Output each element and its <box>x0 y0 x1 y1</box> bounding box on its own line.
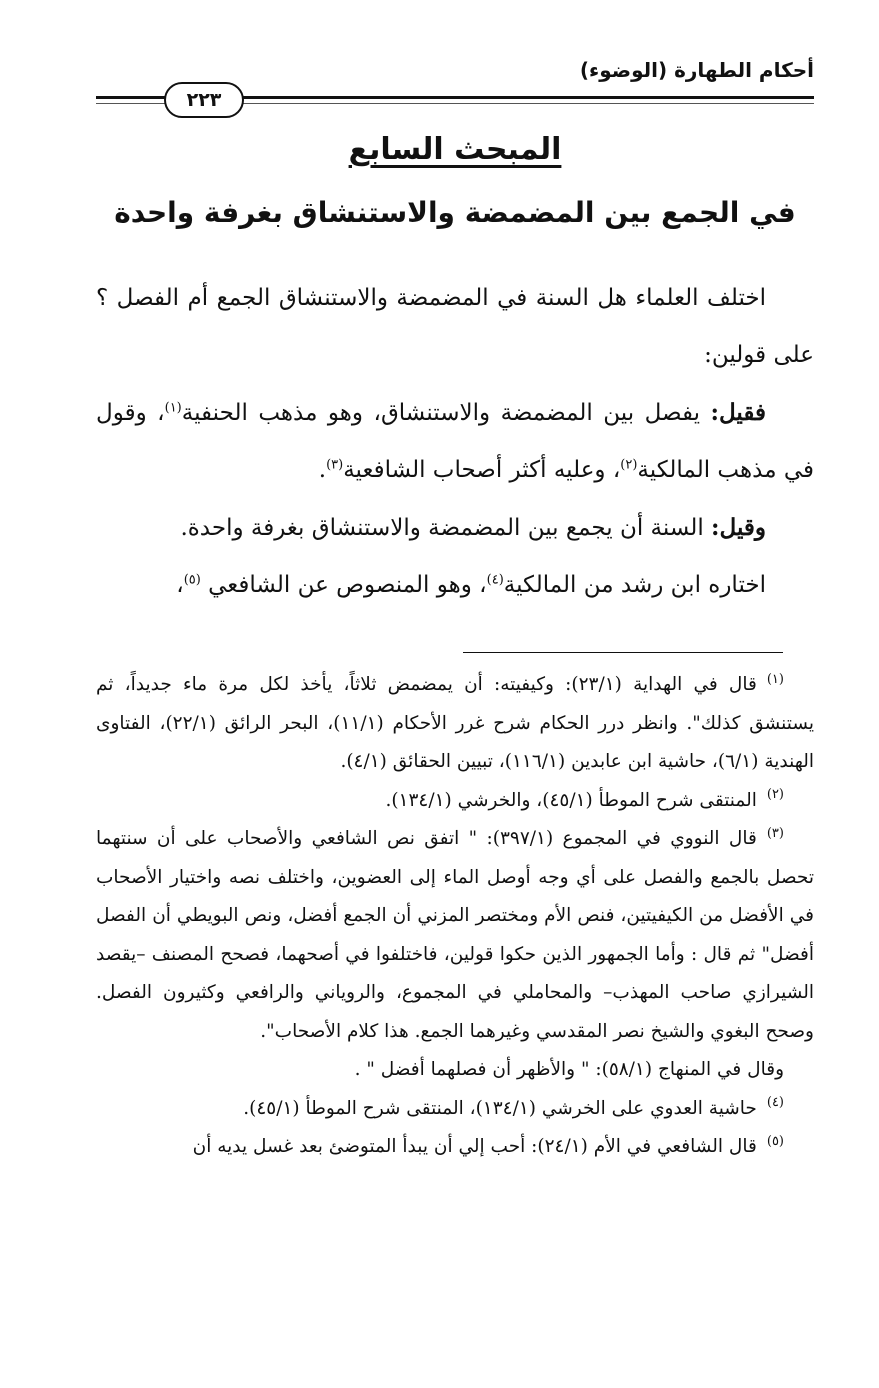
page-number: ٢٢٣ <box>164 82 244 118</box>
footnotes <box>96 666 814 1167</box>
footnote-1: $^{(١)}$قال في الهداية (٢٣/١): وكيفيته: أن يمضمض ثلاثاً، يأخذ لكل مرة ماء جديداً، ثم يستنشق كذلك". وانظر درر الحكام شرح غرر الأحكام (١١/١)، البحر الرائق (٢٢/١)، الفتاوى الهندية (٦/١)، حاشية ابن عابدين (١١٦/١)، تبيين الحقائق (٤/١). <box>96 671 814 772</box>
footnote-ref: (١) <box>164 400 182 416</box>
footnote-4: $^{(٤)}$حاشية العدوي على الخرشي (١٣٤/١)، المنتقى شرح الموطأ (٤٥/١). <box>243 1095 784 1119</box>
main-text <box>96 270 814 614</box>
section-title: المبحث السابع <box>348 132 562 167</box>
paragraph-chosen-by: اختاره ابن رشد من المالكية$^{(٤)}$، وهو المنصوص عن الشافعي $^{(٥)}$، <box>176 572 766 598</box>
intro-paragraph: اختلف العلماء هل السنة في المضمضة والاستنشاق الجمع أم الفصل ؟ على قولين: <box>96 285 814 368</box>
footnote-separator <box>463 652 783 653</box>
lead-word: وقيل: <box>711 514 766 541</box>
running-title: أحكام الطهارة (الوضوء) <box>579 58 814 82</box>
footnote-3: $^{(٣)}$قال النووي في المجموع (٣٩٧/١): " اتفق نص الشافعي والأصحاب على أن سنتهما تحصل بالجمع والفصل على أي وجه أوصل الماء إلى العضوين، واختلف نصه واختيار الأصحاب في الأفضل من الكيفيتين، فنص الأم ومختصر المزني أن الجمع أفضل، ونص البويطي أن الفصل أفضل" ثم قال : وأما الجمهور الذين حكوا قولين، فاختلفوا في أصحهما، فصحح المصنف –يقصد الشيرازي صاحب المهذب– والمحاملي في المجموع، والروياني والرافعي وكثيرون الفصل. وصحح البغوي والشيخ نصر المقدسي وغيرهما الجمع. هذا كلام الأصحاب". <box>96 825 814 1042</box>
paragraph-second-opinion: وقيل: السنة أن يجمع بين المضمضة والاستنشاق بغرفة واحدة. <box>180 514 766 541</box>
lead-word: فقيل: <box>710 399 766 426</box>
page-header <box>96 52 814 112</box>
footnote-ref: (٤) <box>486 572 504 588</box>
footnote-ref: (٥) <box>183 572 201 588</box>
footnote-ref: (٢) <box>620 457 638 473</box>
footnote-3-continuation: وقال في المنهاج (٥٨/١): " والأظهر أن فصلهما أفضل " . <box>354 1059 784 1080</box>
footnote-5: $^{(٥)}$قال الشافعي في الأم (٢٤/١): أحب إلي أن يبدأ المتوضئ بعد غسل يديه أن <box>192 1133 784 1157</box>
section-subtitle: في الجمع بين المضمضة والاستنشاق بغرفة واحدة <box>114 196 796 229</box>
paragraph-first-opinion: فقيل: يفصل بين المضمضة والاستنشاق، وهو مذهب الحنفية$^{(١)}$، وقول في مذهب المالكية$^{(٢)}$، وعليه أكثر أصحاب الشافعية$^{(٣)}$. <box>96 399 814 483</box>
footnote-ref: (٣) <box>326 457 344 473</box>
footnote-2: $^{(٢)}$المنتقى شرح الموطأ (٤٥/١)، والخرشي (١٣٤/١). <box>385 787 784 811</box>
